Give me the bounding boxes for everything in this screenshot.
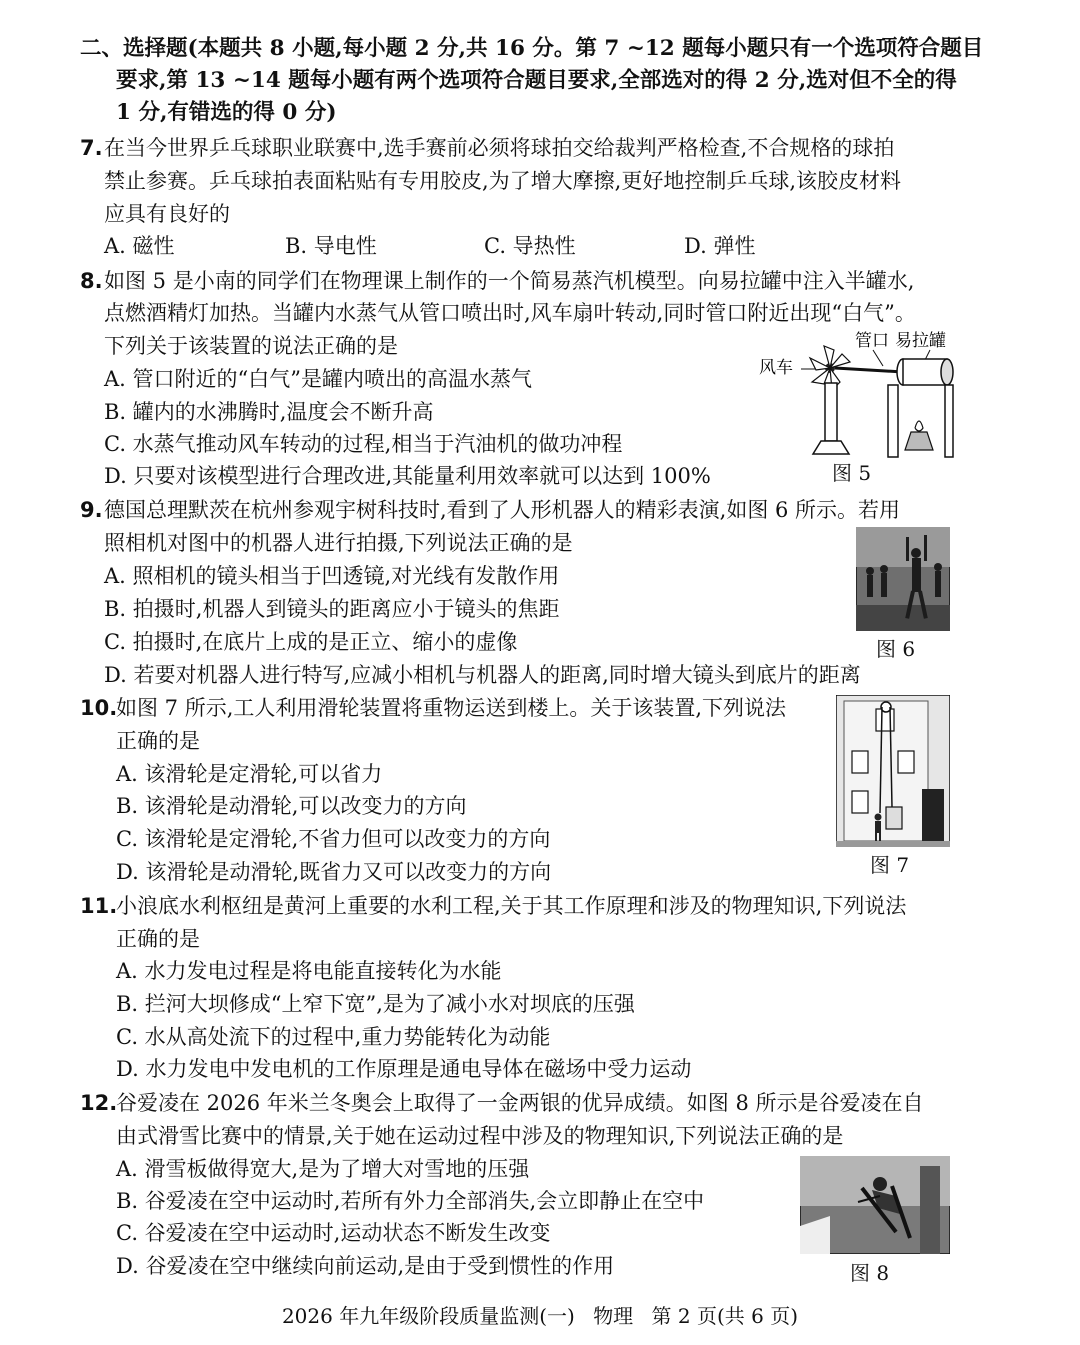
q11-option-d: D. 水力发电中发电机的工作原理是通电导体在磁场中受力运动 <box>116 1057 692 1081</box>
figure-5-caption: 图 5 <box>832 461 872 485</box>
q11-number: 11. <box>80 894 118 918</box>
figure-6-robots-photo <box>856 527 950 631</box>
q12-option-a: A. 滑雪板做得宽大,是为了增大对雪地的压强 <box>116 1157 530 1181</box>
q10-option-b: B. 该滑轮是动滑轮,可以改变力的方向 <box>116 794 467 818</box>
q9-stem-line-1: 德国总理默茨在杭州参观宇树科技时,看到了人形机器人的精彩表演,如图 6 所示。若用 <box>104 498 901 522</box>
q8-option-a: A. 管口附近的“白气”是罐内喷出的高温水蒸气 <box>104 367 532 391</box>
section-header-line-2: 要求,第 13 ~14 题每小题有两个选项符合题目要求,全部选对的得 2 分,选对但不全的得 <box>116 68 957 93</box>
figure-7-caption: 图 7 <box>870 853 910 877</box>
q8-number: 8. <box>80 269 103 293</box>
q7-option-b: B. 导电性 <box>285 234 377 258</box>
footer-subject: 物理 <box>593 1304 634 1328</box>
figure-8-caption: 图 8 <box>850 1261 890 1285</box>
q9-option-c: C. 拍摄时,在底片上成的是正立、缩小的虚像 <box>104 630 518 654</box>
footer-exam-title: 2026 年九年级阶段质量监测(一) <box>281 1304 575 1328</box>
q7-number: 7. <box>80 136 103 160</box>
q7-stem-line-2: 禁止参赛。乒乓球拍表面粘贴有专用胶皮,为了增大摩擦,更好地控制乒乓球,该胶皮材料 <box>104 169 902 193</box>
page-footer <box>0 1302 1080 1330</box>
section-header-line-3: 1 分,有错选的得 0 分) <box>116 100 337 125</box>
q10-number: 10. <box>80 696 118 720</box>
q10-stem-line-1: 如图 7 所示,工人利用滑轮装置将重物运送到楼上。关于该装置,下列说法 <box>116 696 787 720</box>
figure-5-label-can: 易拉罐 <box>895 331 946 351</box>
q12-option-d: D. 谷爱凌在空中继续向前运动,是由于受到惯性的作用 <box>116 1254 615 1278</box>
q11-stem-line-1: 小浪底水利枢纽是黄河上重要的水利工程,关于其工作原理和涉及的物理知识,下列说法 <box>116 894 907 918</box>
q8-option-b: B. 罐内的水沸腾时,温度会不断升高 <box>104 400 434 424</box>
alcohol-lamp-icon <box>905 432 933 450</box>
q7-option-a: A. 磁性 <box>104 234 175 258</box>
q10-option-a: A. 该滑轮是定滑轮,可以省力 <box>116 762 383 786</box>
q8-stem-line-3: 下列关于该装置的说法正确的是 <box>104 334 398 358</box>
figure-5-steam-engine <box>755 328 960 463</box>
q7-stem-line-3: 应具有良好的 <box>104 202 230 226</box>
flame-icon <box>915 421 923 431</box>
q7-stem-line-1: 在当今世界乒乓球职业联赛中,选手赛前必须将球拍交给裁判严格检查,不合规格的球拍 <box>104 136 895 160</box>
load-crate-icon <box>886 807 902 829</box>
figure-7-pulley-building <box>836 695 950 847</box>
q11-option-b: B. 拦河大坝修成“上窄下宽”,是为了减小水对坝底的压强 <box>116 992 635 1016</box>
q12-stem-line-2: 由式滑雪比赛中的情景,关于她在运动过程中涉及的物理知识,下列说法正确的是 <box>116 1124 844 1148</box>
q8-stem-line-2: 点燃酒精灯加热。当罐内水蒸气从管口喷出时,风车扇叶转动,同时管口附近出现“白气”。 <box>104 301 916 325</box>
q9-option-a: A. 照相机的镜头相当于凹透镜,对光线有发散作用 <box>104 564 560 588</box>
q8-option-c: C. 水蒸气推动风车转动的过程,相当于汽油机的做功冲程 <box>104 432 623 456</box>
figure-6-caption: 图 6 <box>876 637 916 661</box>
q10-stem-line-2: 正确的是 <box>116 729 200 753</box>
q8-option-d: D. 只要对该模型进行合理改进,其能量利用效率就可以达到 100% <box>104 464 711 488</box>
q9-number: 9. <box>80 498 103 522</box>
q12-option-c: C. 谷爱凌在空中运动时,运动状态不断发生改变 <box>116 1221 551 1245</box>
q12-option-b: B. 谷爱凌在空中运动时,若所有外力全部消失,会立即静止在空中 <box>116 1189 705 1213</box>
figure-5-label-windmill: 风车 <box>759 358 793 378</box>
q11-option-c: C. 水从高处流下的过程中,重力势能转化为动能 <box>116 1025 551 1049</box>
q9-option-d: D. 若要对机器人进行特写,应减小相机与机器人的距离,同时增大镜头到底片的距离 <box>104 663 861 687</box>
q8-stem-line-1: 如图 5 是小南的同学们在物理课上制作的一个简易蒸汽机模型。向易拉罐中注入半罐水, <box>104 269 915 293</box>
section-header-line-1: 二、选择题(本题共 8 小题,每小题 2 分,共 16 分。第 7 ~12 题每小题只有一个选项符合题目 <box>80 36 984 61</box>
figure-8-skier-photo <box>800 1156 950 1254</box>
q11-option-a: A. 水力发电过程是将电能直接转化为水能 <box>116 959 502 983</box>
q12-stem-line-1: 谷爱凌在 2026 年米兰冬奥会上取得了一金两银的优异成绩。如图 8 所示是谷爱凌在自 <box>116 1091 924 1115</box>
q9-option-b: B. 拍摄时,机器人到镜头的距离应小于镜头的焦距 <box>104 597 560 621</box>
q10-option-d: D. 该滑轮是动滑轮,既省力又可以改变力的方向 <box>116 860 552 884</box>
q10-option-c: C. 该滑轮是定滑轮,不省力但可以改变力的方向 <box>116 827 551 851</box>
q9-stem-line-2: 照相机对图中的机器人进行拍摄,下列说法正确的是 <box>104 531 573 555</box>
figure-5-label-pipe: 管口 <box>855 331 889 351</box>
q7-option-c: C. 导热性 <box>484 234 576 258</box>
q7-option-d: D. 弹性 <box>684 234 756 258</box>
q12-number: 12. <box>80 1091 118 1115</box>
footer-page-number: 第 2 页(共 6 页) <box>651 1304 799 1328</box>
q11-stem-line-2: 正确的是 <box>116 927 200 951</box>
